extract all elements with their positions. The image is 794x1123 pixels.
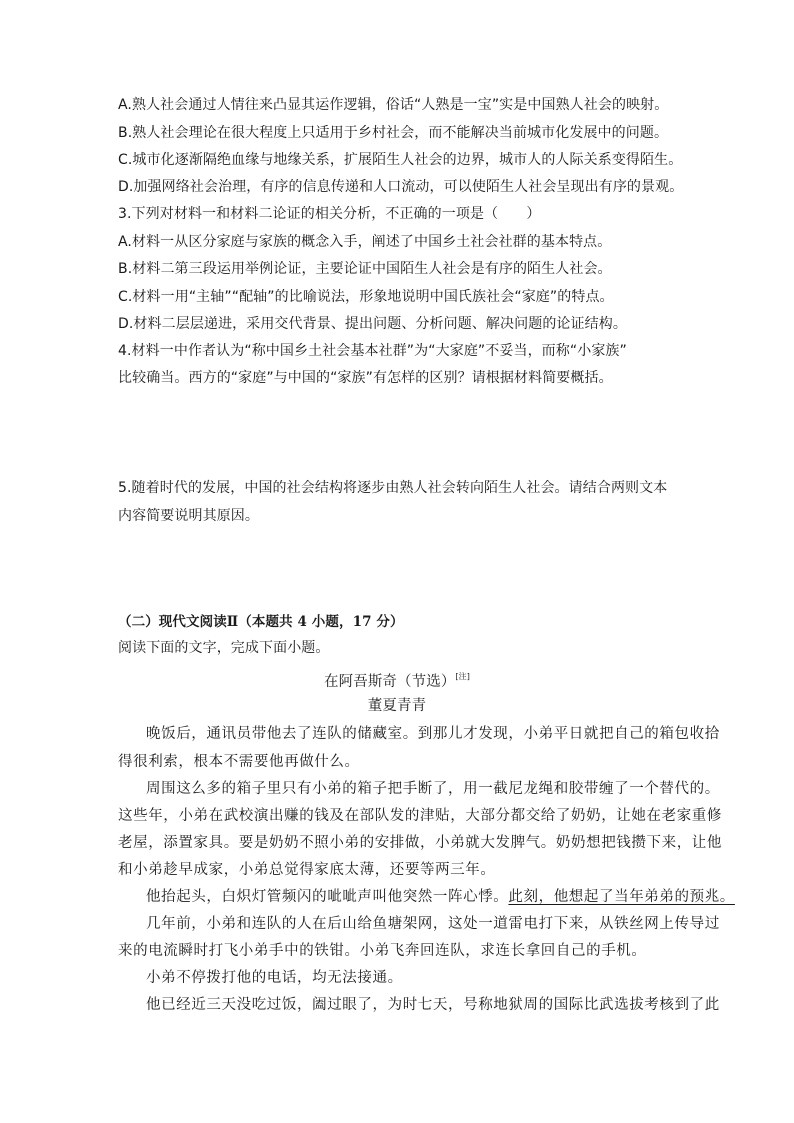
paragraph-1-line2: 得很利索，根本不需要他再做什么。 [118, 754, 360, 770]
option-a-q2: A.熟人社会通过人情往来凸显其运作逻辑，俗话“人熟是一宝”实是中国熟人社会的映射。 [118, 97, 669, 113]
option-d-q3: D.材料二层层递进，采用交代背景、提出问题、分析问题、解决问题的论证结构。 [118, 316, 627, 332]
option-c-q3: C.材料一用“主轴”“配轴”的比喻说法，形象地说明中国氏族社会“家庭”的特点。 [118, 289, 614, 305]
option-d-q2: D.加强网络社会治理，有序的信息传递和人口流动，可以使陌生人社会呈现出有序的景观。 [118, 179, 684, 195]
paragraph-3-text: 他抬起头，白炽灯管频闪的呲呲声叫他突然一阵心悸。 [146, 889, 509, 905]
question-3: 3.下列对材料一和材料二论证的相关分析，不正确的一项是（ ） [118, 206, 541, 222]
option-b-q2: B.熟人社会理论在很大程度上只适用于乡村社会，而不能解决当前城市化发展中的问题。 [118, 125, 669, 141]
paragraph-2-line4: 和小弟趁早成家，小弟总觉得家底太薄，还要等两三年。 [118, 862, 496, 878]
paragraph-3 [146, 886, 735, 908]
question-5-line2: 内容简要说明其原因。 [118, 508, 259, 524]
paragraph-4-line2: 来的电流瞬时打飞小弟手中的铁钳。小弟飞奔回连队，求连长拿回自己的手机。 [118, 943, 647, 959]
reading-instruction: 阅读下面的文字，完成下面小题。 [118, 640, 330, 656]
article-author: 董夏青青 [367, 698, 427, 714]
paragraph-5: 小弟不停拨打他的电话，均无法接通。 [146, 970, 403, 986]
paragraph-2-line3: 老屋，添置家具。要是奶奶不照小弟的安排做，小弟就大发脾气。奶奶想把钱攒下来，让他 [118, 835, 722, 851]
option-a-q3: A.材料一从区分家庭与家族的概念入手，阐述了中国乡土社会社群的基本特点。 [118, 234, 612, 250]
paragraph-2-line1: 周围这么多的箱子里只有小弟的箱子把手断了，用一截尼龙绳和胶带缠了一个替代的。 [146, 781, 720, 797]
question-4-line2: 比较确当。西方的“家庭”与中国的“家族”有怎样的区别？请根据材料简要概括。 [118, 370, 613, 386]
option-b-q3: B.材料二第三段运用举例论证，主要论证中国陌生人社会是有序的陌生人社会。 [118, 261, 612, 277]
underlined-sentence: 此刻，他想起了当年弟弟的预兆。 [508, 889, 735, 905]
paragraph-1-line1: 晚饭后，通讯员带他去了连队的储藏室。到那儿才发现，小弟平日就把自己的箱包收拾 [146, 726, 720, 742]
question-4-line1: 4.材料一中作者认为“称中国乡土社会基本社群”为“大家庭”不妥当，而称“小家族” [118, 343, 627, 359]
article-title-text: 在阿吾斯奇（节选） [324, 673, 456, 690]
note-marker: [注] [455, 672, 470, 681]
paragraph-2-line2: 这些年，小弟在武校演出赚的钱及在部队发的津贴，大部分都交给了奶奶，让她在老家重修 [118, 808, 722, 824]
question-5-line1: 5.随着时代的发展，中国的社会结构将逐步由熟人社会转向陌生人社会。请结合两则文本 [118, 480, 668, 496]
option-c-q2: C.城市化逐渐隔绝血缘与地缘关系，扩展陌生人社会的边界，城市人的人际关系变得陌生。 [118, 152, 683, 168]
paragraph-6: 他已经近三天没吃过饭，阖过眼了，为时七天，号称地狱周的国际比武选拔考核到了此 [146, 997, 720, 1013]
section-heading: （二）现代文阅读Ⅱ（本题共 4 小题，17 分） [118, 614, 404, 630]
article-title [0, 668, 794, 692]
paragraph-4-line1: 几年前，小弟和连队的人在后山给鱼塘架网，这处一道雷电打下来，从铁丝网上传导过 [146, 916, 720, 932]
